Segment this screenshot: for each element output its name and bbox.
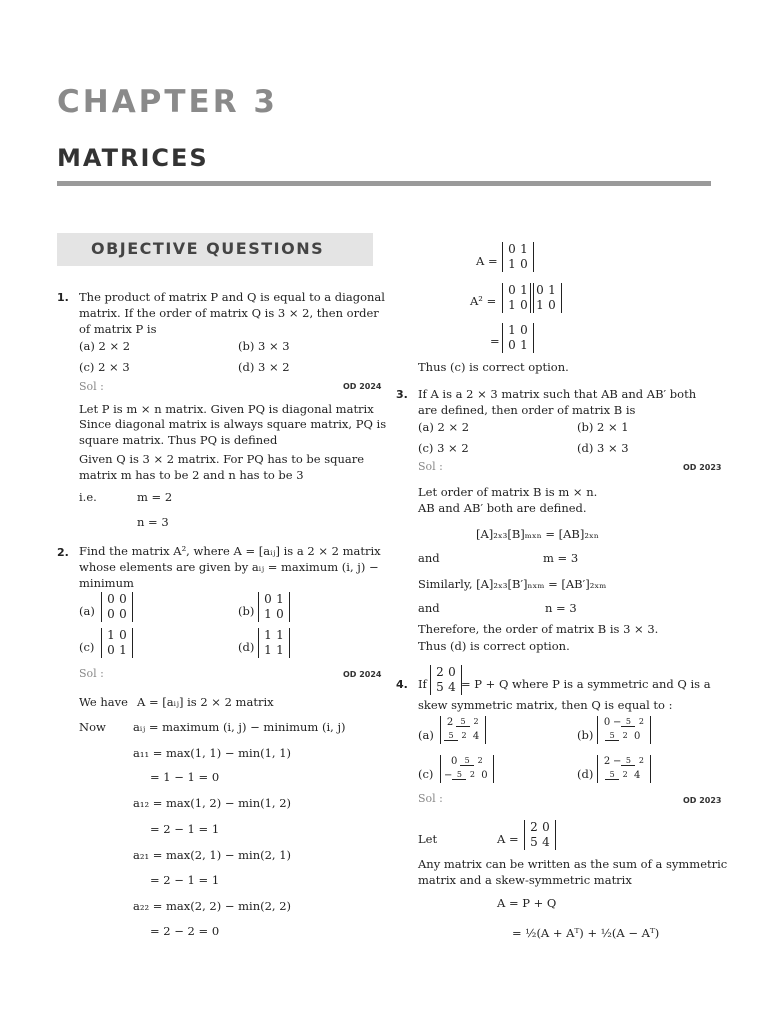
q4-matrix-c: 0 5 2 − 5 2 0 — [440, 755, 494, 783]
q3-m-value: m = 3 — [543, 551, 579, 565]
a2-matrix-2: 0 1 1 0 — [530, 283, 562, 313]
q3-and2: and — [418, 601, 440, 615]
q4-sol-label: Sol : — [418, 792, 443, 805]
chapter-title: MATRICES — [57, 144, 209, 172]
q4-a-equals-pq: A = P + Q — [497, 896, 557, 910]
q3-and1: and — [418, 551, 440, 565]
q4-matrix-a: 2 5 2 5 2 4 — [440, 716, 486, 744]
q4-matrix-b: 0 − 5 2 5 2 0 — [597, 716, 651, 744]
q1-sol-line5: matrix m has to be 2 and n has to be 3 — [79, 468, 304, 482]
q3-sol-line2: AB and AB′ both are defined. — [418, 501, 587, 515]
q3-sol-line1: Let order of matrix B is m × n. — [418, 485, 598, 499]
q4-a-label: A = — [497, 832, 519, 846]
q3-similarly: Similarly, [A]₂ₓ₃[B′]ₙₓₘ = [AB′]₂ₓₘ — [418, 577, 607, 591]
q3-option-a: (a) 2 × 2 — [418, 420, 470, 434]
q4-matrix: 2 0 5 4 — [430, 665, 462, 695]
q2-matrix-a: 0 0 0 0 — [101, 592, 133, 622]
q1-sol-line2: Since diagonal matrix is always square matrix, PQ is — [79, 417, 387, 431]
q3-sol-label: Sol : — [418, 460, 443, 473]
q1-line1: The product of matrix P and Q is equal to a diagonal — [79, 290, 385, 304]
q3-therefore: Therefore, the order of matrix B is 3 × 3. — [418, 622, 659, 636]
q2-exam-tag: OD 2024 — [343, 670, 382, 679]
q3-conclusion: Thus (d) is correct option. — [418, 639, 570, 653]
q2-we-have-eq: A = [aᵢⱼ] is 2 × 2 matrix — [137, 695, 274, 709]
q1-exam-tag: OD 2024 — [343, 382, 382, 391]
q3-line2: are defined, then order of matrix B is — [418, 403, 636, 417]
q1-ie: i.e. — [79, 490, 97, 504]
q2-line3: minimum — [79, 576, 134, 590]
q2-option-c: (c) — [79, 640, 95, 654]
q2-number: 2. — [57, 546, 69, 559]
q4-decomposition: = ½(A + Aᵀ) + ½(A − Aᵀ) — [512, 926, 660, 940]
q1-option-a: (a) 2 × 2 — [79, 339, 131, 353]
q4-option-a: (a) — [418, 728, 434, 742]
q1-line2: matrix. If the order of matrix Q is 3 × 2, then order — [79, 306, 379, 320]
q3-number: 3. — [396, 388, 408, 401]
q4-any-line1: Any matrix can be written as the sum of a symmetric — [418, 857, 728, 871]
q2-line1: Find the matrix A², where A = [aᵢⱼ] is a 2 × 2 matrix — [79, 544, 381, 558]
q4-option-d: (d) — [577, 767, 594, 781]
q2-a12: a₁₂ = max(1, 2) − min(1, 2) — [133, 796, 292, 810]
q4-option-b: (b) — [577, 728, 594, 742]
q1-sol-line3: square matrix. Thus PQ is defined — [79, 433, 278, 447]
q2-we-have: We have — [79, 695, 128, 709]
header-rule — [57, 181, 711, 186]
equals-sign: = — [490, 334, 500, 348]
q4-if: If — [418, 677, 427, 691]
q2-now-eq: aᵢⱼ = maximum (i, j) − minimum (i, j) — [133, 720, 346, 734]
q2-now: Now — [79, 720, 106, 734]
q1-sol-line1: Let P is m × n matrix. Given PQ is diagonal matrix — [79, 402, 374, 416]
q1-option-d: (d) 3 × 2 — [238, 360, 290, 374]
q4-a-matrix: 2 0 5 4 — [524, 820, 556, 850]
q2-sol-label: Sol : — [79, 667, 104, 680]
q3-exam-tag: OD 2023 — [683, 463, 722, 472]
q2-matrix-c: 1 0 0 1 — [101, 628, 133, 658]
q3-option-b: (b) 2 × 1 — [577, 420, 629, 434]
q4-option-c: (c) — [418, 767, 434, 781]
section-banner — [57, 233, 373, 266]
q4-number: 4. — [396, 678, 408, 691]
q4-line1: = P + Q where P is a symmetric and Q is a — [461, 677, 711, 691]
q2-conclusion: Thus (c) is correct option. — [418, 360, 569, 374]
q2-a22-result: = 2 − 2 = 0 — [150, 924, 220, 938]
q2-a21-result: = 2 − 1 = 1 — [150, 873, 220, 887]
q3-option-c: (c) 3 × 2 — [418, 441, 469, 455]
q1-line3: of matrix P is — [79, 322, 157, 336]
a-matrix: 0 1 1 0 — [502, 242, 534, 272]
q1-option-c: (c) 2 × 3 — [79, 360, 130, 374]
q2-a22: a₂₂ = max(2, 2) − min(2, 2) — [133, 899, 292, 913]
q4-any-line2: matrix and a skew-symmetric matrix — [418, 873, 632, 887]
q1-option-b: (b) 3 × 3 — [238, 339, 290, 353]
chapter-heading: CHAPTER 3 — [57, 84, 278, 120]
q2-option-b: (b) — [238, 604, 255, 618]
q2-a11: a₁₁ = max(1, 1) − min(1, 1) — [133, 746, 292, 760]
q2-a21: a₂₁ = max(2, 1) − min(2, 1) — [133, 848, 292, 862]
a2-label: A² = — [470, 294, 497, 308]
a-label: A = — [476, 254, 498, 268]
section-title: OBJECTIVE QUESTIONS — [91, 239, 325, 258]
q2-a12-result: = 2 − 1 = 1 — [150, 822, 220, 836]
q4-line2: skew symmetric matrix, then Q is equal to : — [418, 698, 673, 712]
q3-n-value: n = 3 — [545, 601, 577, 615]
a2-matrix-1: 0 1 1 0 — [502, 283, 534, 313]
q1-m-value: m = 2 — [137, 490, 173, 504]
q2-option-d: (d) — [238, 640, 255, 654]
q2-matrix-d: 1 1 1 1 — [258, 628, 290, 658]
q3-eq1: [A]₂ₓ₃[B]ₘₓₙ = [AB]₂ₓₙ — [476, 527, 599, 541]
q4-let: Let — [418, 832, 438, 846]
q1-sol-line4: Given Q is 3 × 2 matrix. For PQ has to be square — [79, 452, 365, 466]
q2-line2: whose elements are given by aᵢⱼ = maximum (i, j) − — [79, 560, 379, 574]
identity-matrix: 1 0 0 1 — [502, 323, 534, 353]
q3-option-d: (d) 3 × 3 — [577, 441, 629, 455]
q4-exam-tag: OD 2023 — [683, 796, 722, 805]
q2-a11-result: = 1 − 1 = 0 — [150, 770, 220, 784]
q2-matrix-b: 0 1 1 0 — [258, 592, 290, 622]
q1-number: 1. — [57, 291, 69, 304]
q3-line1: If A is a 2 × 3 matrix such that AB and AB′ both — [418, 387, 697, 401]
q2-option-a: (a) — [79, 604, 95, 618]
q1-sol-label: Sol : — [79, 380, 104, 393]
q4-matrix-d: 2 − 5 2 5 2 4 — [597, 755, 651, 783]
q1-n-value: n = 3 — [137, 515, 169, 529]
